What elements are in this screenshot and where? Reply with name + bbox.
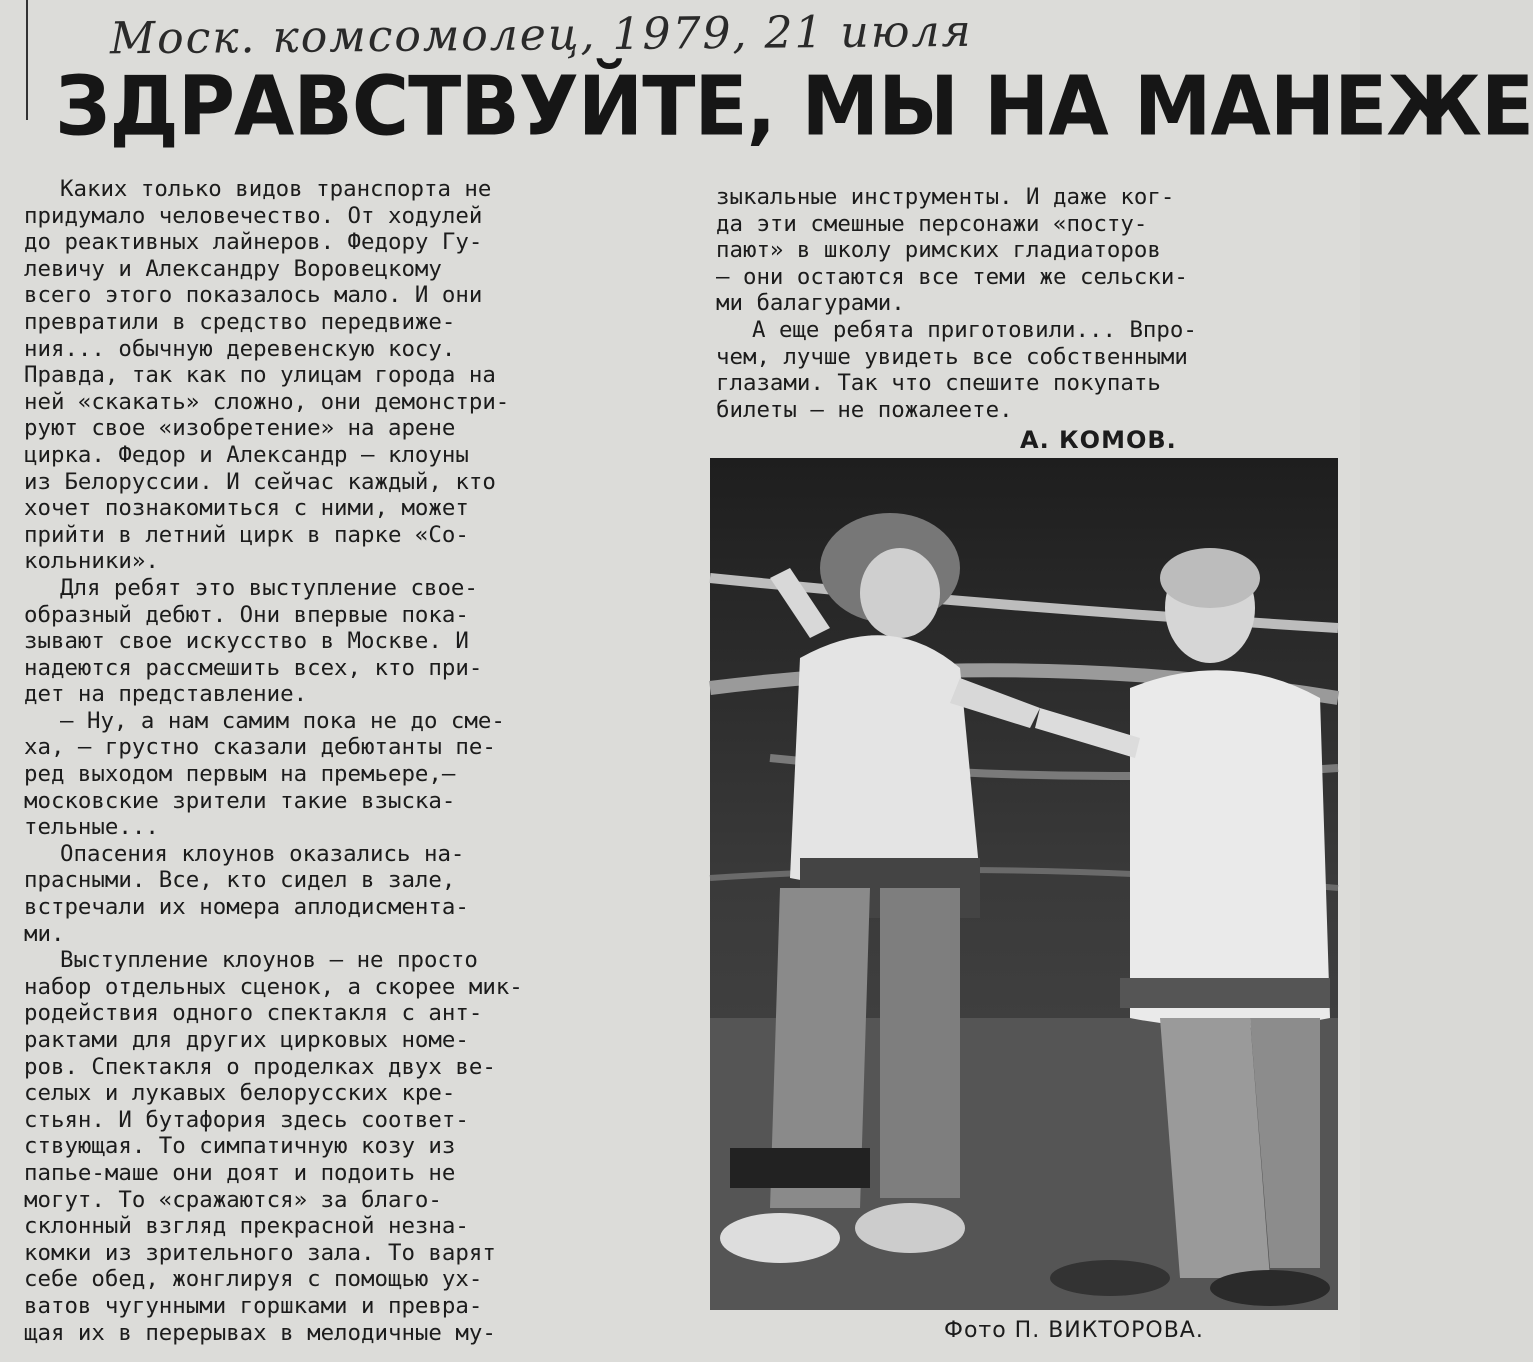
paragraph: — Ну, а нам самим пока не до сме- ха, — грустно сказали дебютанты пе- ред выходом первым на премьере,— московские зрители такие взыска- тельные... (24, 707, 505, 841)
photo-caption: Фото П. ВИКТОРОВА. (944, 1318, 1204, 1343)
clowns-photo (710, 458, 1338, 1310)
margin-rule (26, 0, 28, 120)
paragraph: Для ребят это выступление свое- образный дебют. Они впервые пока- зывают свое искусство в Москве. И надеются рассмешить всех, кто при- дет на представление. (24, 574, 483, 708)
article-column-right (716, 184, 1346, 423)
paragraph: Каких только видов транспорта не придумало человечество. От ходулей до реактивных лайнеров. Федору Гу- левичу и Александру Воровецкому всего этого показалось мало. И они превратили в средство передвиже- ния... обычную деревенскую косу. Правда, так как по улицам города на ней «скакать» сложно, они демонстри- руют свое «изобретение» на арене цирка. Федор и Александр — клоуны из Белоруссии. И сейчас каждый, кто хочет познакомиться с ними, может прийти в летний цирк в парке «Со- кольники». (24, 176, 510, 575)
article-headline: ЗДРАВСТВУЙТЕ, МЫ НА МАНЕЖЕ (55, 59, 1533, 155)
handwritten-source-note: Моск. комсомолец, 1979, 21 июля (109, 5, 973, 65)
photo-illustration (710, 458, 1338, 1310)
article-column-left (24, 176, 664, 1346)
author-byline: А. КОМОВ. (1020, 426, 1177, 454)
paragraph: Выступление клоунов — не просто набор отдельных сценок, а скорее мик- родействия одного спектакля с ант- рактами для других цирковых номе- ров. Спектакля о проделках двух ве- селых и лукавых белорусских кре- стьян. И бутафория здесь соответ- ствующая. То симпатичную козу из папье-маше они доят и подоить не могут. То «сражаются» за благо- склонный взгляд прекрасной незна- комки из зрительного зала. То варят себе обед, жонглируя с помощью ух- ватов чугунными горшками и превра- щая их в перерывах в мелодичные му- (24, 947, 523, 1346)
paragraph: зыкальные инструменты. И даже ког- да эти смешные персонажи «посту- пают» в школу римских гладиаторов — они остаются все теми же сельски- ми балагурами. (716, 184, 1188, 317)
paragraph: Опасения клоунов оказались на- прасными. Все, кто сидел в зале, встречали их номера аплодисмента- ми. (24, 840, 469, 947)
paragraph: А еще ребята приготовили... Впро- чем, лучше увидеть все собственными глазами. Так что спешите покупать билеты — не пожалеете. (716, 316, 1197, 423)
